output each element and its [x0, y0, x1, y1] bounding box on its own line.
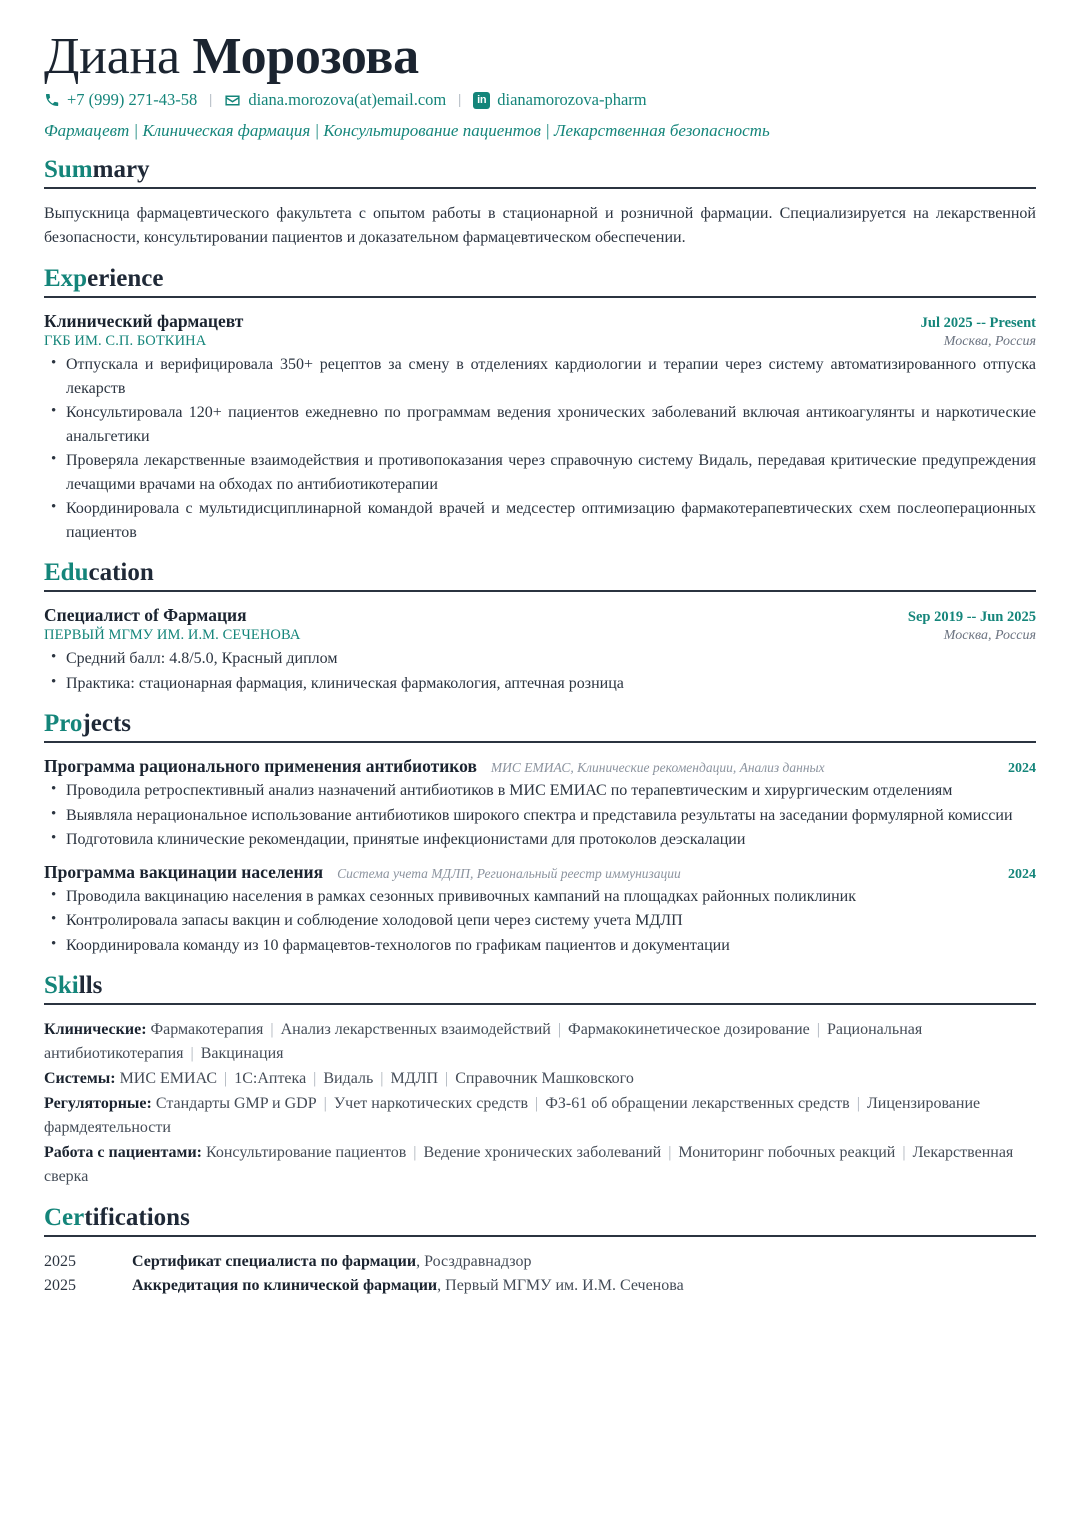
section-skills	[44, 971, 1036, 1189]
section-title-summary	[44, 155, 1036, 185]
entry-header	[44, 605, 1036, 626]
project-stack: Система учета МДЛП, Региональный реестр иммунизации	[337, 865, 681, 881]
skill-category: Регуляторные:	[44, 1095, 152, 1113]
skill-item: Ведение хронических заболеваний	[423, 1144, 662, 1162]
certification-row	[44, 1250, 1036, 1274]
skill-separator: |	[535, 1095, 539, 1113]
section-title-rest: tifications	[84, 1204, 190, 1232]
skill-separator: |	[816, 1021, 820, 1039]
section-title-rest: jects	[82, 710, 131, 738]
list-item: • Контролировала запасы вакцин и соблюдение холодовой цепи через систему учета МДЛП	[44, 909, 1036, 933]
section-rule	[44, 590, 1036, 592]
skill-items	[44, 1021, 922, 1062]
page-title	[44, 28, 1036, 86]
entry-header	[44, 311, 1036, 332]
skill-item: Анализ лекарственных взаимодействий	[280, 1021, 551, 1039]
school-name: ПЕРВЫЙ МГМУ ИМ. И.М. СЕЧЕНОВА	[44, 627, 301, 644]
section-rule	[44, 1003, 1036, 1005]
section-title-certifications	[44, 1203, 1036, 1233]
certification-name: Аккредитация по клинической фармации	[132, 1277, 438, 1295]
project-year: 2024	[1008, 761, 1036, 777]
certification-name: Сертификат специалиста по фармации	[132, 1253, 417, 1271]
skill-separator: |	[856, 1095, 860, 1113]
section-title-education	[44, 558, 1036, 588]
section-title-accent: Sum	[44, 156, 93, 184]
skill-item: ФЗ-61 об обращении лекарственных средств	[545, 1095, 850, 1113]
summary-text: Выпускница фармацевтического факультета с опытом работы в стационарной и розничной фармации. Специализируется на лекарственной безопасности, консультировании пациентов и доказательном фармацевтическом обеспечении.	[44, 205, 1036, 247]
section-title-rest: mary	[92, 156, 150, 184]
list-item: • Координировала команду из 10 фармацевтов-технологов по графикам пациентов и документации	[44, 934, 1036, 958]
skill-category: Работа с пациентами:	[44, 1144, 202, 1162]
section-title-accent: Cer	[44, 1204, 85, 1232]
section-education	[44, 558, 1036, 695]
skill-separator: |	[557, 1021, 562, 1039]
skill-separator: |	[445, 1070, 449, 1088]
degree-date: Sep 2019 -- Jun 2025	[907, 609, 1036, 626]
list-item: • Практика: стационарная фармация, клиническая фармакология, аптечная розница	[44, 672, 1036, 696]
project-bullets	[44, 779, 1036, 852]
section-rule	[44, 187, 1036, 189]
education-entry	[44, 605, 1036, 695]
certification-year: 2025	[44, 1277, 76, 1295]
skill-separator: |	[380, 1070, 384, 1088]
skill-group	[44, 1067, 1036, 1091]
project-title: Программа рационального применения антибиотиков	[44, 756, 477, 777]
certification-issuer: , Первый МГМУ им. И.М. Сеченова	[437, 1277, 684, 1295]
skill-category: Клинические:	[44, 1021, 147, 1039]
skill-separator: |	[224, 1070, 228, 1088]
section-title-skills	[44, 971, 1036, 1001]
certification-row	[44, 1274, 1036, 1298]
tagline: Фармацевт | Клиническая фармация | Консультирование пациентов | Лекарственная безопасность	[44, 121, 770, 141]
job-date: Jul 2025 -- Present	[920, 315, 1036, 332]
email-text: diana.morozova(at)email.com	[248, 90, 447, 110]
skill-separator: |	[190, 1045, 194, 1063]
skill-item: Фармакотерапия	[150, 1021, 264, 1039]
skill-item: Видаль	[323, 1070, 374, 1088]
degree-title: Специалист of Фармация	[44, 605, 247, 626]
section-certifications	[44, 1203, 1036, 1298]
contact-row	[44, 90, 1036, 110]
skill-item: Вакцинация	[200, 1045, 284, 1063]
skills-list	[44, 1018, 1036, 1189]
skill-item: Лицензирование фармдеятельности	[44, 1095, 981, 1137]
skill-item: МИС ЕМИАС	[119, 1070, 217, 1088]
section-title-rest: lls	[78, 972, 103, 1000]
section-title-projects	[44, 709, 1036, 739]
project-title-group	[44, 756, 825, 777]
skill-item: 1С:Аптека	[234, 1070, 307, 1088]
section-title-rest: erience	[87, 265, 164, 293]
list-item: • Консультировала 120+ пациентов ежедневно по программам ведения хронических заболеваний включая антикоагулянты и наркотические анальгетики	[44, 401, 1036, 448]
resume-header	[44, 28, 1036, 141]
list-item: • Средний балл: 4.8/5.0, Красный диплом	[44, 647, 1036, 671]
section-title-accent: Ski	[44, 972, 79, 1000]
job-company: ГКБ ИМ. С.П. БОТКИНА	[44, 333, 207, 350]
skill-item: Мониторинг побочных реакций	[678, 1144, 896, 1162]
project-header	[44, 756, 1036, 777]
project-bullets	[44, 885, 1036, 958]
last-name: Морозова	[192, 28, 419, 85]
skill-separator: |	[270, 1021, 274, 1039]
school-location: Москва, Россия	[943, 628, 1036, 644]
skill-item: Фармакокинетическое дозирование	[568, 1021, 810, 1039]
skill-items	[120, 1070, 634, 1087]
skill-group	[44, 1018, 1036, 1066]
skill-item: МДЛП	[390, 1070, 439, 1088]
section-title-accent: Exp	[44, 265, 88, 293]
section-title-experience	[44, 264, 1036, 294]
project-stack: МИС ЕМИАС, Клинические рекомендации, Анализ данных	[490, 760, 825, 776]
entry-subheader	[44, 627, 1036, 644]
certification-year: 2025	[44, 1253, 76, 1271]
section-title-accent: Pro	[44, 710, 83, 738]
contact-email[interactable]	[224, 90, 446, 110]
project-entry	[44, 756, 1036, 852]
section-rule	[44, 1235, 1036, 1237]
phone-icon	[44, 92, 60, 108]
skill-separator: |	[668, 1144, 672, 1162]
contact-phone[interactable]	[44, 90, 197, 110]
section-rule	[44, 296, 1036, 298]
linkedin-icon: in	[473, 92, 490, 109]
section-summary	[44, 155, 1036, 250]
section-projects	[44, 709, 1036, 957]
list-item: • Выявляла нерациональное использование антибиотиков широкого спектра и представила результаты на заседании формулярной комиссии	[44, 804, 1036, 828]
experience-entry	[44, 311, 1036, 544]
section-title-rest: cation	[88, 559, 154, 587]
certification-detail	[132, 1250, 532, 1274]
skill-separator: |	[413, 1144, 417, 1162]
job-bullets	[44, 353, 1036, 544]
skill-group	[44, 1092, 1036, 1140]
skill-item: Рациональная антибиотикотерапия	[44, 1021, 923, 1063]
list-item: • Проводила ретроспективный анализ назначений антибиотиков в МИС ЕМИАС по терапевтическим и хирургическим отделениям	[44, 779, 1036, 803]
skill-items	[44, 1095, 980, 1136]
phone-text: +7 (999) 271-43-58	[67, 90, 198, 110]
skill-item: Стандарты GMP и GDP	[155, 1095, 317, 1113]
certification-detail	[132, 1274, 684, 1298]
skill-group	[44, 1141, 1036, 1189]
project-title-group	[44, 862, 681, 883]
list-item: • Проверяла лекарственные взаимодействия и противопоказания через справочную систему Видаль, передавая критические предупреждения лечащими врачами на обходах по антибиотикотерапии	[44, 449, 1036, 496]
skill-separator: |	[313, 1070, 317, 1088]
project-entry	[44, 862, 1036, 958]
project-title: Программа вакцинации населения	[44, 861, 324, 882]
project-year: 2024	[1008, 866, 1036, 882]
job-location: Москва, Россия	[943, 334, 1036, 350]
list-item: • Подготовила клинические рекомендации, принятые инфекционистами для протоколов деэскалации	[44, 828, 1036, 852]
contact-separator-2: |	[458, 91, 462, 108]
list-item: • Проводила вакцинацию населения в рамках сезонных прививочных кампаний на площадках районных поликлиник	[44, 885, 1036, 909]
linkedin-text: dianamorozova-pharm	[497, 90, 647, 110]
skill-separator: |	[902, 1144, 906, 1162]
skill-item: Консультирование пациентов	[205, 1144, 407, 1162]
list-item: • Отпускала и верифицировала 350+ рецептов за смену в отделениях кардиологии и терапии через систему автоматизированного отпуска лекарств	[44, 353, 1036, 400]
list-item: • Координировала с мультидисциплинарной командой врачей и медсестер оптимизацию фармакотерапевтических схем послеоперационных пациентов	[44, 497, 1036, 544]
job-title: Клинический фармацевт	[44, 311, 244, 332]
project-header	[44, 862, 1036, 883]
envelope-icon	[224, 92, 241, 109]
skill-item: Учет наркотических средств	[333, 1095, 529, 1113]
first-name: Диана	[44, 28, 180, 85]
contact-linkedin[interactable]	[473, 90, 646, 110]
section-title-accent: Edu	[44, 559, 89, 587]
entry-subheader	[44, 333, 1036, 350]
education-bullets	[44, 647, 1036, 695]
contact-separator-1: |	[209, 91, 213, 108]
skill-item: Справочник Машковского	[455, 1070, 634, 1088]
section-rule	[44, 741, 1036, 743]
certification-issuer: , Росздравнадзор	[416, 1253, 532, 1271]
skill-category: Системы:	[44, 1070, 116, 1088]
skill-item: Лекарственная сверка	[44, 1144, 1014, 1186]
section-experience	[44, 264, 1036, 544]
skill-separator: |	[323, 1095, 327, 1113]
